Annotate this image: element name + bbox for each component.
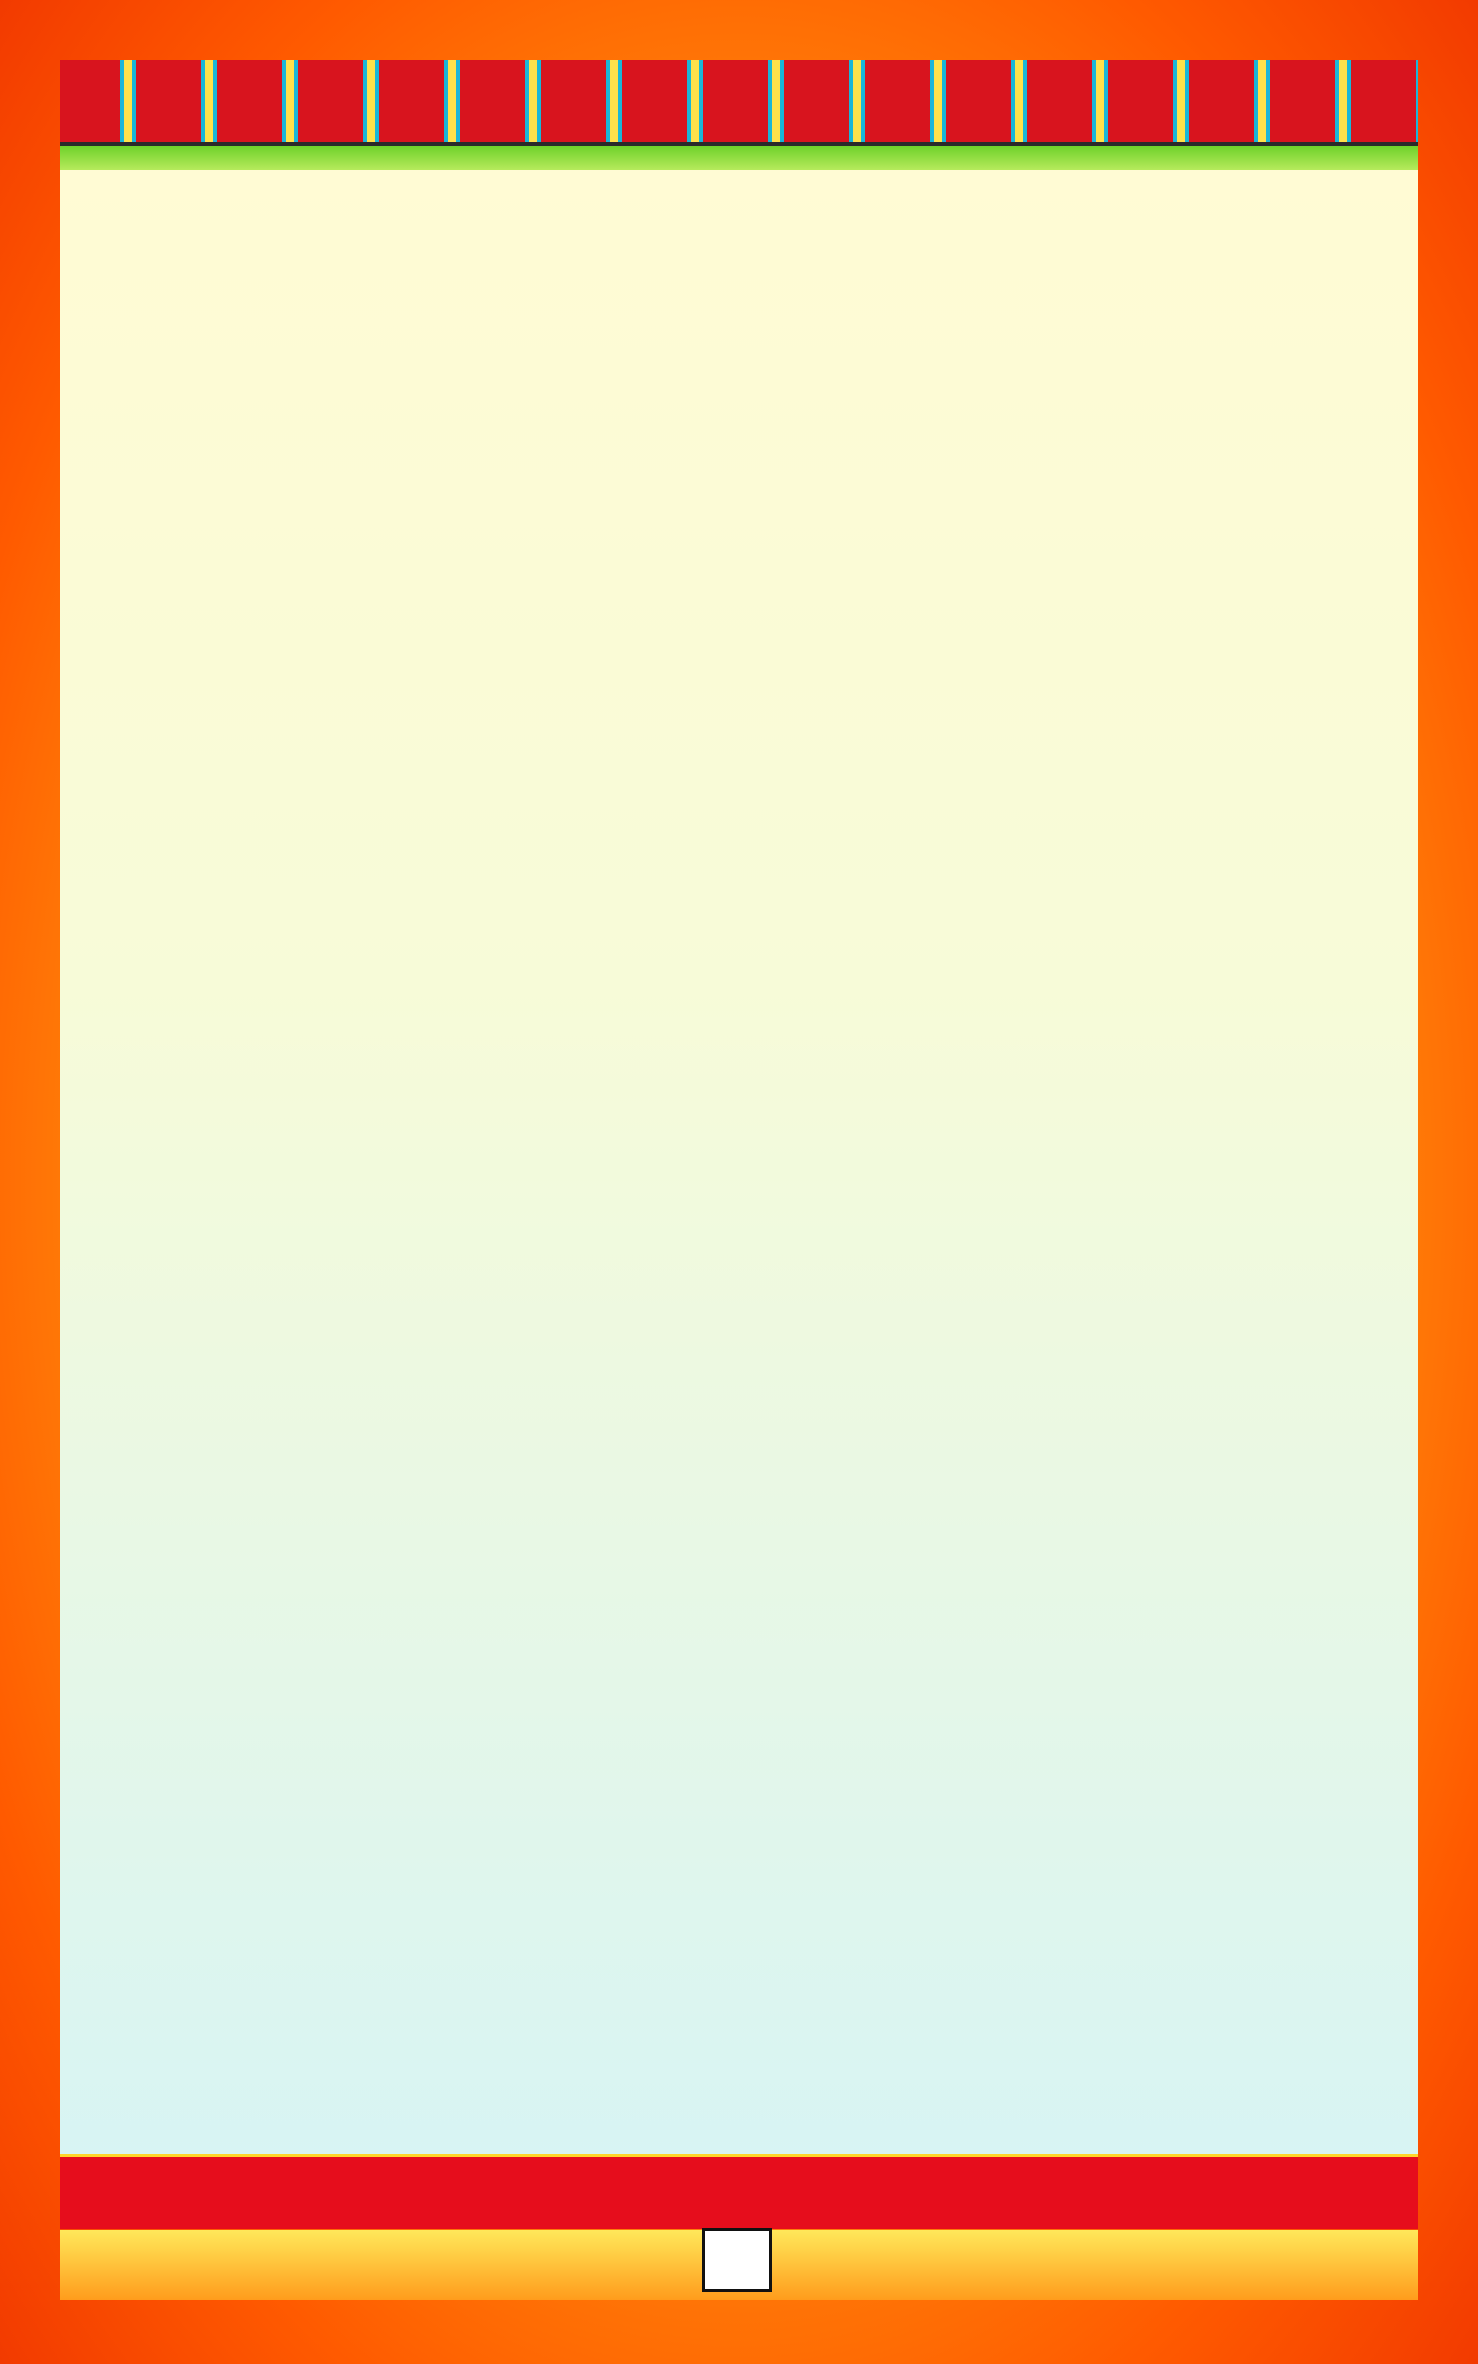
page-frame [60, 60, 1418, 2300]
content-panel [60, 170, 1418, 2214]
top-decorative-border [60, 60, 1418, 146]
section1-title-line [92, 278, 1352, 354]
page-number [702, 2228, 772, 2292]
footer-bar [60, 2154, 1418, 2229]
top-green-strip [60, 146, 1418, 170]
